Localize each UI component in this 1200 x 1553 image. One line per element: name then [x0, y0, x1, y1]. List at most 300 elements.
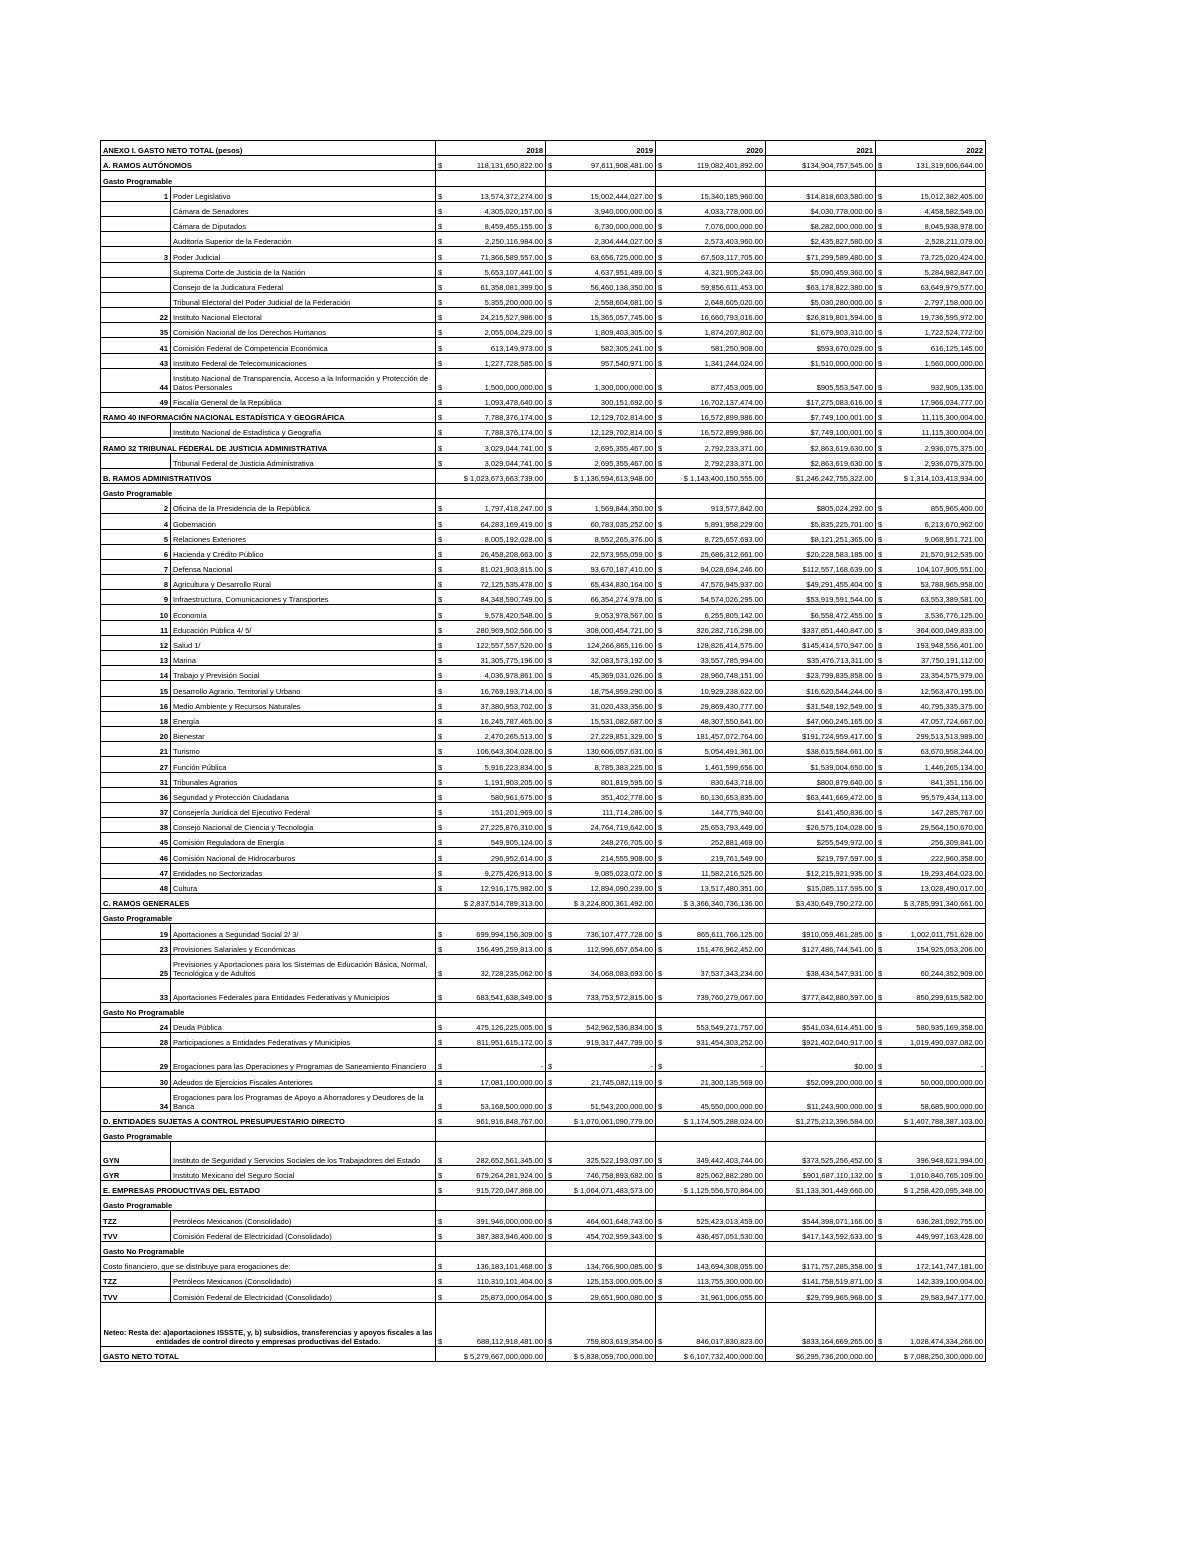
currency-sign: $: [878, 625, 883, 635]
amount-cell: [436, 681, 546, 696]
amount-value: 25,653,793,449.00: [700, 823, 764, 833]
amount: [658, 398, 763, 407]
amount-cell: [656, 863, 766, 878]
amount-value: 8,459,455,155.00: [484, 222, 544, 232]
amount-cell: [436, 939, 546, 954]
currency-sign: $: [438, 762, 443, 772]
amount-cell: [546, 681, 656, 696]
amount-value: 699,994,156,309.00: [476, 929, 544, 939]
amount-cell: [766, 924, 876, 939]
amount-cell: [766, 247, 876, 262]
row-code: 19: [101, 924, 171, 939]
amount: [438, 641, 543, 650]
amount-cell: [436, 978, 546, 1002]
currency-sign: $: [658, 382, 663, 392]
amount-value: 29,564,150,670.00: [920, 823, 984, 833]
table-row: [101, 939, 986, 954]
amount-cell: [546, 1241, 656, 1256]
amount-value: $5,090,459,360.00: [810, 267, 874, 277]
table-row: [101, 605, 986, 620]
currency-sign: $: [548, 1101, 553, 1111]
table-row: [101, 338, 986, 353]
amount-value: 739,760,279,067.00: [696, 992, 764, 1002]
amount-value: 151,201,969.00: [490, 808, 544, 818]
amount: [438, 884, 543, 893]
amount-cell: [436, 696, 546, 711]
row-code: 48: [101, 878, 171, 893]
amount-value: 2,055,004,229.00: [484, 328, 544, 338]
amount: [548, 1156, 653, 1165]
amount: [878, 1102, 983, 1111]
amount-cell: [546, 1087, 656, 1111]
amount-value: 95,579,434,113.00: [921, 792, 984, 802]
table-row: [101, 742, 986, 757]
amount-value: 106,643,304,028.00: [476, 747, 544, 757]
amount-cell: [436, 186, 546, 201]
currency-sign: $: [548, 823, 553, 833]
amount: [438, 611, 543, 620]
currency-sign: $: [548, 992, 553, 1002]
currency-sign: $: [548, 701, 553, 711]
amount-cell: [656, 939, 766, 954]
amount-value: 32,083,573,192.00: [590, 656, 654, 666]
row-code: TVV: [101, 1226, 171, 1241]
amount-value: 11,582,216,525.00: [701, 868, 764, 878]
amount-cell: [546, 954, 656, 978]
amount-cell: [766, 939, 876, 954]
amount-cell: [546, 338, 656, 353]
row-code: [101, 232, 171, 247]
amount-value: 15,012,382,405.00: [920, 191, 984, 201]
amount-cell: [766, 1111, 876, 1126]
row-label: Infraestructura, Comunicaciones y Transportes: [171, 590, 436, 605]
currency-sign: $: [658, 458, 663, 468]
row-code: TZZ: [101, 1272, 171, 1287]
section-label: A. RAMOS AUTÓNOMOS: [101, 156, 436, 171]
amount-value: $17,275,083,616.00: [806, 398, 874, 407]
amount-value: 40,795,335,375.00: [920, 701, 984, 711]
amount-value: $8,282,000,000.00: [810, 222, 874, 232]
currency-sign: $: [878, 549, 883, 559]
table-row: [101, 787, 986, 802]
amount-cell: [656, 1072, 766, 1087]
currency-sign: $: [438, 1216, 443, 1226]
row-code: 13: [101, 651, 171, 666]
amount-value: $255,549,972.00: [816, 838, 874, 848]
table-row: [101, 726, 986, 741]
table-row: [101, 186, 986, 201]
currency-sign: $: [658, 358, 663, 368]
amount: [878, 993, 983, 1002]
amount-value: -: [760, 1062, 764, 1072]
currency-sign: $: [438, 968, 443, 978]
amount-value: 3,029,044,741.00: [484, 458, 544, 468]
currency-sign: $: [878, 282, 883, 292]
amount-value: 1,019,490,037,082.00: [910, 1038, 984, 1048]
currency-sign: $: [438, 237, 443, 247]
table-row: [101, 1346, 986, 1361]
amount: [658, 823, 763, 832]
amount: [878, 192, 983, 201]
amount-cell: [876, 757, 986, 772]
currency-sign: $: [658, 929, 663, 939]
amount: [878, 359, 983, 368]
currency-sign: $: [548, 747, 553, 757]
currency-sign: $: [548, 944, 553, 954]
amount: [548, 611, 653, 620]
currency-sign: $: [658, 343, 663, 353]
amount-value: $ 1,070,061,090,779.00: [573, 1116, 654, 1126]
table-row: [101, 894, 986, 909]
amount-value: $ 1,258,420,095,348.00: [903, 1186, 984, 1196]
row-code: 31: [101, 772, 171, 787]
currency-sign: $: [548, 792, 553, 802]
amount-cell: [436, 772, 546, 787]
amount-cell: [876, 1141, 986, 1165]
amount-value: $219,797,597.00: [816, 853, 874, 863]
amount-cell: [766, 186, 876, 201]
amount-value: 5,355,200,000.00: [484, 298, 544, 308]
amount: [438, 778, 543, 787]
amount-cell: [546, 1287, 656, 1302]
amount-value: 16,572,899,986.00: [700, 428, 764, 438]
amount: [438, 459, 543, 468]
amount-cell: [876, 1241, 986, 1256]
row-code: [101, 453, 171, 468]
amount-cell: [546, 1002, 656, 1017]
table-row: [101, 833, 986, 848]
row-code: 14: [101, 666, 171, 681]
amount-cell: [546, 423, 656, 438]
currency-sign: $: [658, 853, 663, 863]
amount: [878, 268, 983, 277]
section-label: Costo financiero, que se distribuye para erogaciones de:: [101, 1257, 436, 1272]
amount-cell: [546, 186, 656, 201]
amount-value: 256,309,841.00: [930, 838, 984, 848]
currency-sign: $: [548, 1155, 553, 1165]
amount: [658, 626, 763, 635]
currency-sign: $: [658, 267, 663, 277]
currency-sign: $: [548, 968, 553, 978]
amount: [878, 1078, 983, 1087]
row-label: Aportaciones Federales para Entidades Federativas y Municipios: [171, 978, 436, 1002]
amount-cell: [876, 818, 986, 833]
row-label: Tribunal Federal de Justicia Administrativa: [171, 453, 436, 468]
amount: [438, 504, 543, 513]
amount: [438, 1102, 543, 1111]
currency-sign: $: [878, 1171, 883, 1181]
amount-value: 391,946,000,000.00: [476, 1216, 544, 1226]
amount-value: 5,891,958,229.00: [704, 519, 764, 529]
currency-sign: $: [658, 313, 663, 323]
amount-value: $1,246,242,755,322.00: [795, 473, 874, 483]
amount-value: 16,660,793,016.00: [700, 313, 764, 323]
amount-value: 12,129,702,814.00: [590, 413, 654, 423]
currency-sign: $: [658, 298, 663, 308]
amount: [438, 993, 543, 1002]
amount: [658, 222, 763, 231]
amount-cell: [546, 802, 656, 817]
amount-value: 801,819,595.00: [600, 777, 654, 787]
amount: [548, 702, 653, 711]
amount-value: 144,775,940.00: [710, 808, 764, 818]
amount-cell: [766, 711, 876, 726]
amount-cell: [876, 171, 986, 186]
amount: [548, 520, 653, 529]
amount-cell: [436, 514, 546, 529]
table-row: [101, 1196, 986, 1211]
amount: [658, 687, 763, 696]
currency-sign: $: [438, 1231, 443, 1241]
amount-value: $777,842,880,597.00: [802, 992, 874, 1002]
amount-cell: [436, 1111, 546, 1126]
amount-value: 66,354,274,978.00: [590, 595, 654, 605]
amount-cell: [436, 1287, 546, 1302]
amount-cell: [656, 186, 766, 201]
amount-cell: [436, 742, 546, 757]
amount-cell: [876, 1033, 986, 1048]
amount-cell: [436, 1033, 546, 1048]
amount: [438, 192, 543, 201]
row-code: 29: [101, 1048, 171, 1072]
amount-value: 553,549,271,757.00: [696, 1023, 764, 1033]
amount-value: 8,005,192,028.00: [484, 534, 544, 544]
year-header-2021: 2021: [766, 141, 876, 156]
currency-sign: $: [548, 549, 553, 559]
amount-value: $ 1,136,594,613,948.00: [573, 473, 654, 483]
amount: [548, 1217, 653, 1226]
amount-cell: [656, 1257, 766, 1272]
amount-value: $29,799,965,968.00: [806, 1292, 874, 1302]
amount-cell: [766, 368, 876, 392]
amount: [438, 535, 543, 544]
currency-sign: $: [658, 1216, 663, 1226]
currency-sign: $: [438, 1292, 443, 1302]
amount-value: 1,300,000,000.00: [594, 382, 654, 392]
currency-sign: $: [548, 732, 553, 742]
amount: [438, 854, 543, 863]
amount-cell: [436, 201, 546, 216]
amount-value: 22,573,955,059.00: [590, 549, 654, 559]
amount-value: 48,307,550,641.00: [700, 716, 764, 726]
row-code: [101, 262, 171, 277]
amount-cell: [546, 666, 656, 681]
amount-value: 104,107,905,551.00: [916, 565, 984, 575]
amount-value: 94,028,694,246.00: [700, 565, 764, 575]
amount-cell: [766, 681, 876, 696]
amount: [658, 1078, 763, 1087]
amount: [438, 237, 543, 246]
amount-cell: [656, 1272, 766, 1287]
row-code: 4: [101, 514, 171, 529]
amount-value: 5,054,491,361.00: [704, 747, 764, 757]
amount: [658, 1277, 763, 1286]
amount-value: $910,059,461,285.00: [802, 929, 874, 939]
currency-sign: $: [548, 1171, 553, 1181]
currency-sign: $: [438, 519, 443, 529]
currency-sign: $: [438, 298, 443, 308]
row-label: Consejo de la Judicatura Federal: [171, 277, 436, 292]
currency-sign: $: [548, 1023, 553, 1033]
amount-value: $541,034,614,451.00: [802, 1023, 874, 1033]
amount: [658, 268, 763, 277]
amount-cell: [436, 1211, 546, 1226]
amount-cell: [546, 1211, 656, 1226]
amount-value: 580,935,169,358.00: [916, 1023, 984, 1033]
amount-value: 25,686,312,661.00: [700, 549, 764, 559]
amount-cell: [436, 1072, 546, 1087]
currency-sign: $: [878, 823, 883, 833]
row-code: 46: [101, 848, 171, 863]
amount-value: 2,470,265,513.00: [484, 732, 544, 742]
amount-cell: [546, 156, 656, 171]
amount-cell: [656, 802, 766, 817]
amount-cell: [546, 514, 656, 529]
amount-cell: [766, 635, 876, 650]
amount-cell: [436, 308, 546, 323]
row-label: Tribunal Electoral del Poder Judicial de la Federación: [171, 292, 436, 307]
amount-cell: [876, 954, 986, 978]
amount-cell: [766, 483, 876, 498]
amount-value: 63,670,958,244.00: [920, 747, 984, 757]
amount-value: 31,020,433,356.00: [590, 701, 654, 711]
amount-value: $15,085,117,595.00: [806, 884, 874, 893]
amount-cell: [876, 894, 986, 909]
amount-cell: [436, 848, 546, 863]
currency-sign: $: [878, 1101, 883, 1111]
amount-value: 28,960,748,151.00: [700, 671, 764, 681]
amount-cell: [546, 1141, 656, 1165]
currency-sign: $: [658, 1101, 663, 1111]
currency-sign: $: [878, 358, 883, 368]
currency-sign: $: [658, 237, 663, 247]
amount-cell: [766, 156, 876, 171]
amount-value: 679,264,281,924.00: [476, 1171, 544, 1181]
amount: [878, 854, 983, 863]
amount-cell: [876, 156, 986, 171]
amount: [658, 298, 763, 307]
currency-sign: $: [548, 884, 553, 893]
amount-cell: [656, 232, 766, 247]
section-label: E. EMPRESAS PRODUCTIVAS DEL ESTADO: [101, 1181, 436, 1196]
amount-value: $141,450,836.00: [816, 808, 874, 818]
amount-value: $ 3,785,991,340,661.00: [903, 899, 984, 909]
amount: [658, 313, 763, 322]
row-code: 1: [101, 186, 171, 201]
amount-cell: [436, 1226, 546, 1241]
amount: [438, 717, 543, 726]
amount-value: 37,380,953,702.00: [480, 701, 544, 711]
amount-cell: [876, 726, 986, 741]
amount-cell: [656, 954, 766, 978]
amount-cell: [766, 1126, 876, 1141]
currency-sign: $: [658, 968, 663, 978]
amount-value: $337,851,440,847.00: [802, 625, 874, 635]
currency-sign: $: [878, 868, 883, 878]
amount-value: 2,797,158,000.00: [924, 298, 984, 308]
table-row: [101, 954, 986, 978]
currency-sign: $: [548, 343, 553, 353]
amount-cell: [876, 696, 986, 711]
amount-value: 1,191,903,205.00: [484, 777, 544, 787]
row-label: Desarrollo Agrario, Territorial y Urbano: [171, 681, 436, 696]
amount-value: 2,304,444,027.00: [594, 237, 654, 247]
amount-cell: [876, 483, 986, 498]
table-row: [101, 1087, 986, 1111]
row-code: 15: [101, 681, 171, 696]
amount: [878, 237, 983, 246]
amount-cell: [546, 742, 656, 757]
amount-value: $26,819,801,594.00: [806, 313, 874, 323]
amount: [548, 535, 653, 544]
amount: [438, 283, 543, 292]
amount-cell: [766, 772, 876, 787]
amount-cell: [876, 802, 986, 817]
amount-cell: [546, 726, 656, 741]
currency-sign: $: [438, 1336, 443, 1346]
amount: [548, 1171, 653, 1180]
currency-sign: $: [548, 580, 553, 590]
row-code: 41: [101, 338, 171, 353]
row-label: Previsiones y Aportaciones para los Sistemas de Educación Básica, Normal, Tecnológica y de Adultos: [171, 954, 436, 978]
amount: [438, 222, 543, 231]
amount-cell: [436, 1181, 546, 1196]
amount-value: 24,764,719,642.00: [590, 823, 654, 833]
amount: [548, 413, 653, 422]
amount-cell: [876, 262, 986, 277]
currency-sign: $: [548, 222, 553, 232]
amount-value: 50,000,000,000.00: [920, 1077, 984, 1087]
currency-sign: $: [658, 252, 663, 262]
row-label: Instituto Mexicano del Seguro Social: [171, 1165, 436, 1180]
currency-sign: $: [548, 929, 553, 939]
amount-cell: [766, 818, 876, 833]
amount-value: 59,856,611,453.00: [701, 282, 764, 292]
amount: [438, 383, 543, 392]
currency-sign: $: [548, 671, 553, 681]
row-label: Gobernación: [171, 514, 436, 529]
amount-cell: [876, 772, 986, 787]
currency-sign: $: [878, 1077, 883, 1087]
amount: [548, 268, 653, 277]
currency-sign: $: [548, 565, 553, 575]
currency-sign: $: [438, 823, 443, 833]
amount-value: $23,799,835,858.00: [806, 671, 874, 681]
amount-cell: [436, 423, 546, 438]
amount-value: 147,285,767.00: [930, 808, 984, 818]
currency-sign: $: [878, 656, 883, 666]
amount-value: 4,033,778,000.00: [704, 206, 764, 216]
amount-value: -: [980, 1062, 984, 1072]
amount: [548, 717, 653, 726]
amount-value: 15,365,057,745.00: [590, 313, 654, 323]
table-row: [101, 544, 986, 559]
amount-value: $141,758,519,871.00: [802, 1277, 874, 1287]
amount: [878, 732, 983, 741]
amount-cell: [436, 232, 546, 247]
amount-cell: [876, 605, 986, 620]
amount-value: $7,749,100,001.00: [810, 428, 874, 438]
amount: [658, 1337, 763, 1346]
currency-sign: $: [878, 1277, 883, 1287]
amount-cell: [656, 978, 766, 1002]
amount-cell: [656, 483, 766, 498]
amount-cell: [656, 757, 766, 772]
amount-cell: [876, 1302, 986, 1346]
table-title: ANEXO I. GASTO NETO TOTAL (pesos): [101, 141, 436, 156]
amount-cell: [876, 635, 986, 650]
amount-cell: [656, 1141, 766, 1165]
